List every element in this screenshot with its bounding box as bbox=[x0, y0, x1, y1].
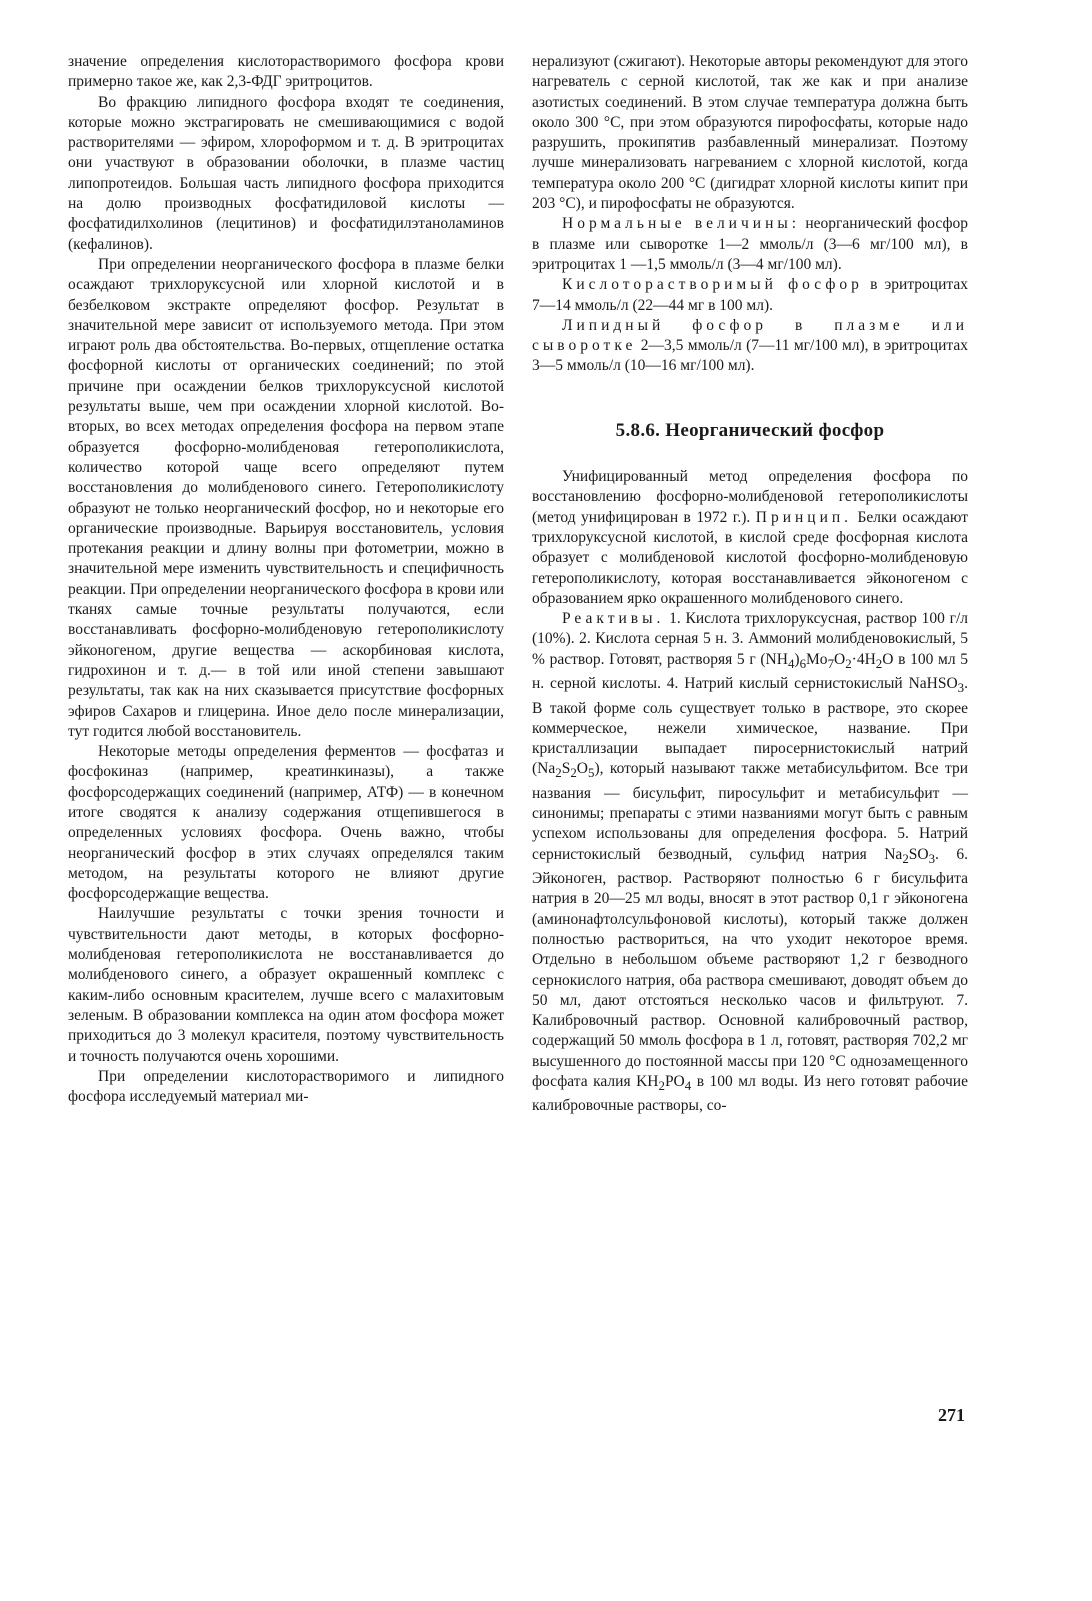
right-column bbox=[532, 52, 968, 1117]
spaced-term: Принцип. bbox=[755, 508, 853, 526]
spaced-term: Нормальные величины: bbox=[562, 215, 801, 233]
spaced-term: Реактивы. bbox=[562, 610, 665, 628]
paragraph-acid-soluble: Кислоторастворимый фосфор в эритроцитах 7—14 ммоль/л (22—44 мг в 100 мл). bbox=[532, 276, 968, 314]
left-column bbox=[68, 52, 504, 1107]
paragraph: Наилучшие результаты с точки зрения точности и чувствительности дают методы, в которых фосфорно-молибденовая гетерополикислота не восстанавливается до молибденового синего, а образует окрашенный комплекс с каким-либо основным красителем, лучше всего с малахитовым зеленым. В образовании комплекса на один атом фосфора может приходиться до 3 молекул красителя, поэтому чувствительность и точность получаются очень хорошими. bbox=[68, 905, 504, 1065]
paragraph-method: Унифицированный метод определения фосфора по восстановлению фосфорно-молибденовой гетерополикислоты (метод унифицирован в 1972 г.). Принцип. Белки осаждают трихлоруксусной кислотой, в кислой среде фосфорная кислота образует с молибденовой кислотой фосфорно-молибденовую гетерополикислоту, которая восстанавливается эйконогеном с образованием ярко окрашенного молибденового синего. bbox=[532, 468, 968, 607]
paragraph-lipid: Липидный фосфор в плазме или сыворотке 2—3,5 ммоль/л (7—11 мг/100 мл), в эритроцитах 3—5 ммоль/л (10—16 мг/100 мл). bbox=[532, 316, 968, 375]
paragraph: значение определения кислоторастворимого фосфора крови примерно такое же, как 2,3-ФДГ эритроцитов. bbox=[68, 53, 504, 91]
page-number: 271 bbox=[938, 1405, 965, 1425]
paragraph: нерализуют (сжигают). Некоторые авторы рекомендуют для этого нагреватель с серной кислотой, так же как и при анализе азотистых соединений. В этом случае температура должна быть около 300 °С, при этом образуются пирофосфаты, которые надо разрушить, прокипятив разбавленный минерализат. Поэтому лучше минерализовать нагреванием с хлорной кислотой, когда температура около 200 °С (дигидрат хлорной кислоты кипит при 203 °С), и пирофосфаты не образуются. bbox=[532, 53, 968, 213]
spaced-term: Липидный фосфор в плазме или сыворотке bbox=[532, 316, 968, 355]
spaced-term: Кислоторастворимый фосфор bbox=[562, 276, 863, 294]
paragraph: Во фракцию липидного фосфора входят те соединения, которые можно экстрагировать не смешивающимися с водой растворителями — эфиром, хлороформом и т. д. В эритроцитах они участвуют в образовании оболочки, в плазме частиц липопротеидов. Большая часть липидного фосфора приходится на долю производных фосфатидиловой кислоты — фосфатидилхолинов (лецитинов) и фосфатидилэтаноламинов (кефалинов). bbox=[68, 93, 504, 253]
paragraph: Некоторые методы определения ферментов — фосфатаз и фосфокиназ (например, креатинкиназы), а также фосфорсодержащих соединений (например, АТФ) — в конечном итоге сводятся к анализу содержания отщепившегося в определенных условиях фосфора. Очень важно, чтобы неорганический фосфор в этих случаях определялся таким методом, на результаты которого не влияют другие фосфорсодержащие вещества. bbox=[68, 743, 504, 903]
paragraph-normal-values: Нормальные величины: неорганический фосфор в плазме или сыворотке 1—2 ммоль/л (3—6 мг/100 мл), в эритроцитах 1 —1,5 ммоль/л (3—4 мг/100 мл). bbox=[532, 215, 968, 273]
paragraph: При определении кислоторастворимого и липидного фосфора исследуемый материал ми- bbox=[68, 1067, 504, 1106]
paragraph: При определении неорганического фосфора в плазме белки осаждают трихлоруксусной или хлорной кислотой и в безбелковом экстракте определяют фосфор. Результат в значительной мере зависит от используемого метода. При этом играют роль два обстоятельства. Во-первых, отщепление остатка фосфорной кислоты от органических соединений; по этой причине при осаждении белков трихлоруксусной кислотой результаты выше, чем при осаждении хлорной кислотой. Во-вторых, во всех методах определения фосфора на первом этапе образуется фосфорно-молибденовая гетерополикислота, количество которой чаще всего определяют путем восстановления до молибденового синего. Гетерополикислоту образуют не только неорганический фосфор, но и некоторые его органические производные. Варьируя восстановитель, условия протекания реакции и длину волны при фотометрии, можно в значительной мере изменить чувствительность и специфичность реакции. При определении неорганического фосфора в крови или тканях самые точные результаты получаются, если восстанавливать фосфорно-молибденовую гетерополикислоту эйконогеном, другие вещества — аскорбиновая кислота, гидрохинон и т. д.— в той или иной степени завышают результаты, так как на них сказывается присутствие фосфорных эфиров Сахаров и глицерина. Иное дело после минерализации, тут годится любой восстановитель. bbox=[68, 255, 504, 740]
section-heading: 5.8.6. Неорганический фосфор bbox=[615, 419, 885, 441]
paragraph-reagents: Реактивы. 1. Кислота трихлоруксусная, раствор 100 г/л (10%). 2. Кислота серная 5 н. 3. Аммоний молибденовокислый, 5 % раствор. Готовят, растворяя 5 г $(NH_4)_6Mo_7O_2\cdot 4H_2O$ в 100 мл 5 н. серной кислоты. 4. Натрий кислый сернистокислый NaHSO$_3$. В такой форме соль существует только в растворе, это скорее коммерческое, нежели химическое, название. При кристаллизации выпадает пиросернистокислый натрий $(Na_2S_2O_5)$, который называют также метабисульфитом. Все три названия — бисульфит, пиросульфит и метабисульфит — синонимы; препараты с этими названиями могут быть с равным успехом использованы для определения фосфора. 5. Натрий сернистокислый безводный, сульфид натрия $Na_2SO_3$. 6. Эйконоген, раствор. Растворяют полностью 6 г бисульфита натрия в 20—25 мл воды, вносят в этот раствор 0,1 г эйконогена (аминонафтолсульфоновой кислоты), который также должен полностью раствориться, на что уходит некоторое время. Отдельно в небольшом объеме растворяют 1,2 г безводного сернокислого натрия, оба раствора смешивают, доводят объем до 50 мл, дают отстояться несколько часов и фильтруют. 7. Калибровочный раствор. Основной калибровочный раствор, содержащий 50 ммоль фосфора в 1 л, готовят, растворяя 702,2 мг высушенного до постоянной массы при 120 °С однозамещенного фосфата калия $KH_2PO_4$ в 100 мл воды. Из него готовят рабочие калибровочные растворы, со- bbox=[532, 610, 968, 1115]
